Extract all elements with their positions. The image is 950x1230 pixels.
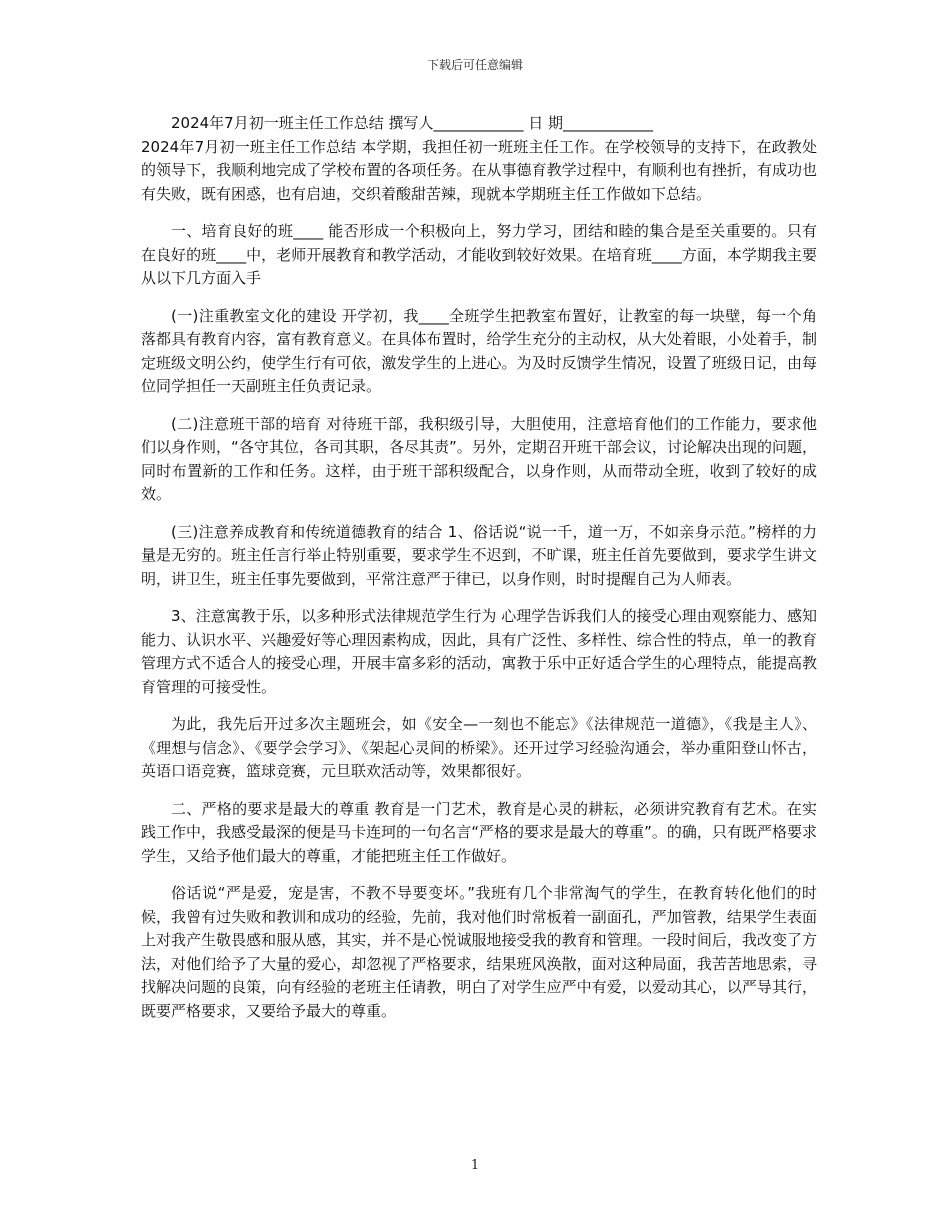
document-title-line: 2024年7月初一班主任工作总结 撰写人____________ 日 期____________: [171, 114, 654, 132]
paragraph-class-meetings: 为此，我先后开过多次主题班会，如《安全—一刻也不能忘》《法律规范一道德》，《我是主人》、《理想与信念》、《要学会学习》、《架起心灵间的桥梁》。还开过学习经验沟通会，举办重阳登山怀古，英语口语竞赛，篮球竞赛，元旦联欢活动等，效果都很好。: [141, 715, 817, 780]
paragraph-section-2: 二、严格的要求是最大的尊重 教育是一门艺术，教育是心灵的耕耘，必须讲究教育有艺术。在实践工作中，我感受最深的便是马卡连珂的一句名言“严格的要求是最大的尊重”。的确，只有既严格要求学生，又给予他们最大的尊重，才能把班主任工作做好。: [141, 799, 817, 865]
paragraph-subsection-3: (三)注意养成教育和传统道德教育的结合 1、俗话说“说一千，道一万，不如亲身示范。”榜样的力量是无穷的。班主任言行举止特别重要，要求学生不迟到，不旷课，班主任首先要做到，要求学生讲文明，讲卫生，班主任事先要做到，平常注意严于律已，以身作则，时时提醒自己为人师表。: [141, 522, 817, 588]
paragraph-intro: 2024年7月初一班主任工作总结 本学期，我担任初一班班主任工作。在学校领导的支持下，在政教处的领导下，我顺利地完成了学校布置的各项任务。在从事德育教学过程中，有顺利也有挫折，有成功也有失败，既有困惑，也有启迪，交织着酸甜苦辣，现就本学期班主任工作做如下总结。: [141, 137, 817, 203]
header-note: 下载后可任意编辑: [426, 58, 523, 72]
paragraph-subsection-2: (二)注意班干部的培育 对待班干部，我积级引导，大胆使用，注意培育他们的工作能力，要求他们以身作则，“各守其位，各司其职，各尽其责”。另外，定期召开班干部会议，讨论解决出现的问题，同时布置新的工作和任务。这样，由于班干部积级配合，以身作则，从而带动全班，收到了较好的成效。: [141, 414, 817, 503]
paragraph-subsection-1: (一)注重教室文化的建设 开学初，我____全班学生把教室布置好，让教室的每一块壁，每一个角落都具有教育内容，富有教育意义。在具体布置时，给学生充分的主动权，从大处着眼，小处着手，制定班级文明公约，使学生行有可依，激发学生的上进心。为及时反馈学生情况，设置了班级日记，由每位同学担任一天副班主任负责记录。: [141, 306, 817, 395]
paragraph-point-3: 3、注意寓教于乐，以多种形式法律规范学生行为 心理学告诉我们人的接受心理由观察能力、感知能力、认识水平、兴趣爱好等心理因素构成，因此，具有广泛性、多样性、综合性的特点，单一的教育管理方式不适合人的接受心理，开展丰富多彩的活动，寓教于乐中正好适合学生的心理特点，能提高教育管理的可接受性。: [141, 607, 817, 696]
document-body: [141, 112, 817, 1037]
paragraph-strict-love: 俗话说“严是爱，宠是害，不教不导要变坏。”我班有几个非常淘气的学生，在教育转化他们的时候，我曾有过失败和教训和成功的经验，先前，我对他们时常板着一副面孔，严加管教，结果学生表面上对我产生敬畏感和服从感，其实，并不是心悦诚服地接受我的教育和管理。一段时间后，我改变了方法，对他们给予了大量的爱心，却忽视了严格要求，结果班风涣散，面对这种局面，我苦苦地思索，寻找解决问题的良策，向有经验的老班主任请教，明白了对学生应严中有爱，以爱动其心，以严导其行，既要严格要求，又要给予最大的尊重。: [141, 884, 817, 1020]
paragraph-section-1: 一、培育良好的班____ 能否形成一个积极向上，努力学习，团结和睦的集合是至关重要的。只有在良好的班____中，老师开展教育和教学活动，才能收到较好效果。在培育班____方面，本学期我主要从以下几方面入手: [141, 222, 817, 287]
page-number: 1: [470, 1158, 480, 1173]
